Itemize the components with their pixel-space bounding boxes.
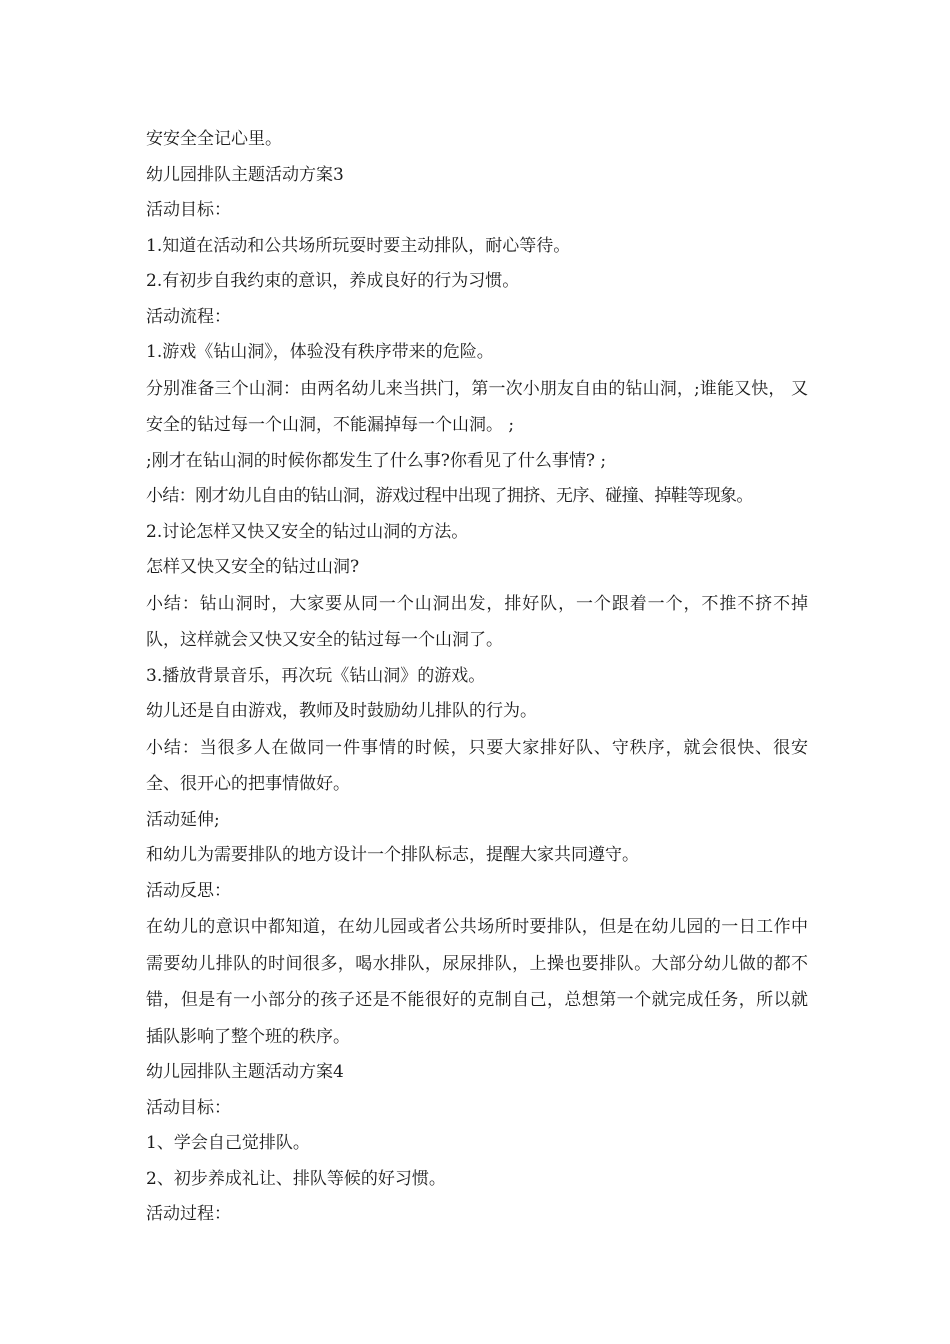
paragraph-line: 2.讨论怎样又快又安全的钻过山洞的方法。 xyxy=(146,521,469,542)
subheading: 活动目标： xyxy=(146,1097,231,1118)
paragraph-line: 怎样又快又安全的钻过山洞? xyxy=(146,557,360,577)
paragraph-line: ;刚才在钻山洞的时候你都发生了什么事?你看见了什么事情? ; xyxy=(146,450,607,471)
section-heading: 幼儿园排队主题活动方案3 xyxy=(146,164,344,185)
paragraph-line: 小结：刚才幼儿自由的钻山洞，游戏过程中出现了拥挤、无序、碰撞、掉鞋等现象。 xyxy=(146,486,753,506)
paragraph-line: 1、学会自己觉排队。 xyxy=(146,1133,310,1153)
paragraph-line: 2.有初步自我约束的意识，养成良好的行为习惯。 xyxy=(146,271,520,291)
paragraph-line: 幼儿还是自由游戏，教师及时鼓励幼儿排队的行为。 xyxy=(146,701,537,721)
paragraph-line: 1.知道在活动和公共场所玩耍时要主动排队，耐心等待。 xyxy=(146,235,571,256)
paragraph-line: 安安全全记心里。 xyxy=(146,129,282,149)
paragraph-block: 小结：钻山洞时，大家要从同一个山洞出发，排好队，一个跟着一个，不推不挤不掉队，这样就会又快又安全的钻过每一个山洞了。 xyxy=(146,593,808,650)
subheading: 活动目标： xyxy=(146,200,231,220)
subheading: 活动流程： xyxy=(146,306,231,327)
paragraph-block: 在幼儿的意识中都知道，在幼儿园或者公共场所时要排队，但是在幼儿园的一日工作中需要幼儿排队的时间很多，喝水排队，尿尿排队，上操也要排队。大部分幼儿做的都不错，但是有一小部分的孩子还是不能很好的克制自己，总想第一个就完成任务，所以就插队影响了整个班的秩序。 xyxy=(146,917,808,1047)
paragraph-block: 小结：当很多人在做同一件事情的时候，只要大家排好队、守秩序，就会很快、很安全、很开心的把事情做好。 xyxy=(146,737,808,794)
paragraph-line: 和幼儿为需要排队的地方设计一个排队标志，提醒大家共同遵守。 xyxy=(146,845,639,865)
paragraph-block: 分别准备三个山洞：由两名幼儿来当拱门，第一次小朋友自由的钻山洞，;谁能又快， 又安全的钻过每一个山洞，不能漏掉每一个山洞。 ; xyxy=(146,378,808,435)
paragraph-line: 1.游戏《钻山洞》，体验没有秩序带来的危险。 xyxy=(146,342,494,362)
paragraph-line: 3.播放背景音乐，再次玩《钻山洞》的游戏。 xyxy=(146,665,486,686)
document-page xyxy=(146,122,808,1233)
paragraph-line: 2、初步养成礼让、排队等候的好习惯。 xyxy=(146,1168,446,1189)
subheading: 活动延伸; xyxy=(146,809,220,830)
section-heading: 幼儿园排队主题活动方案4 xyxy=(146,1062,344,1082)
subheading: 活动过程： xyxy=(146,1204,231,1224)
subheading: 活动反思： xyxy=(146,880,231,901)
